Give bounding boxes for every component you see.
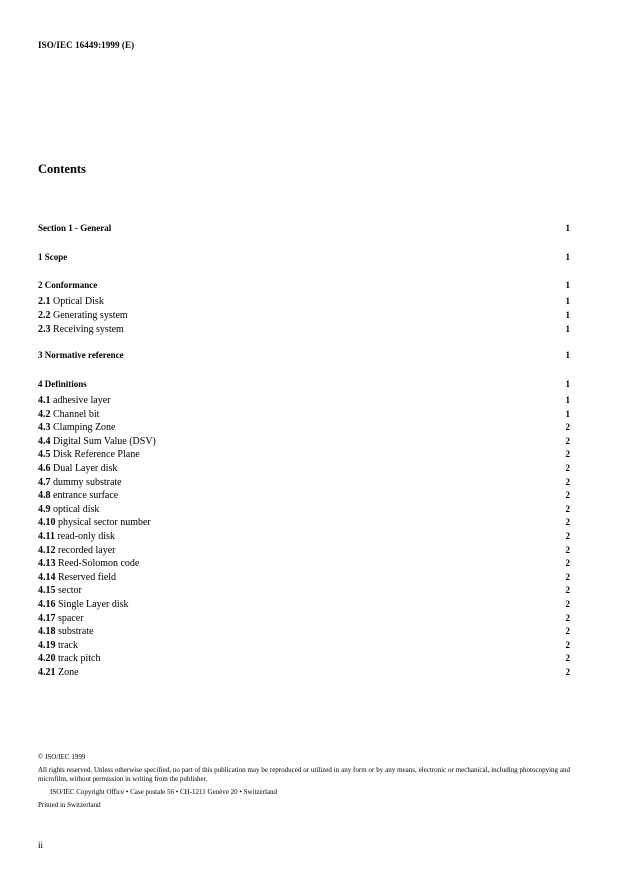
toc-heading-label: 3 Normative reference <box>38 350 124 360</box>
toc-entry-number: 4.12 <box>38 544 56 556</box>
toc-entry[interactable] <box>38 476 570 489</box>
toc-page-number: 2 <box>565 653 570 664</box>
toc-entry-text: adhesive layer <box>53 395 111 406</box>
toc-page-number: 2 <box>565 667 570 677</box>
toc-entry-number: 4.9 <box>38 503 51 515</box>
toc-page-number: 2 <box>565 639 570 650</box>
toc-entry[interactable] <box>38 421 570 434</box>
toc-entry-text: Generating system <box>53 310 128 321</box>
toc-entry-text: dummy substrate <box>53 476 122 488</box>
toc-entry-number: 4.5 <box>38 449 51 461</box>
toc-entry-text: track pitch <box>58 653 101 665</box>
toc-entry[interactable] <box>38 666 570 679</box>
toc-entry[interactable] <box>38 612 570 625</box>
toc-entry[interactable] <box>38 544 570 557</box>
printed-in: Printed in Switzerland <box>38 801 101 809</box>
toc-entry-text: entrance surface <box>53 490 119 502</box>
toc-page-number: 2 <box>565 463 570 473</box>
toc-page-number: 2 <box>565 449 570 460</box>
toc-entry-number: 4.19 <box>38 639 56 651</box>
copyright-office: ISO/IEC Copyright Office • Case postale 56 • CH-1211 Genève 20 • Switzerland <box>50 788 278 796</box>
toc-entry-number: 4.7 <box>38 476 51 488</box>
toc-entry[interactable] <box>38 323 570 336</box>
toc-page-number: 2 <box>565 517 570 528</box>
toc-heading-label: 1 Scope <box>38 252 68 262</box>
toc-entry-number: 2.3 <box>38 324 51 335</box>
toc-entry[interactable] <box>38 557 570 570</box>
toc-entry[interactable] <box>38 408 570 421</box>
toc-entry-number: 4.2 <box>38 408 51 420</box>
toc-page-number: 1 <box>565 350 570 360</box>
toc-entry-text: read-only disk <box>57 531 115 542</box>
toc-entry-number: 4.8 <box>38 490 51 502</box>
toc-entry-number: 4.15 <box>38 585 56 597</box>
toc-entry-text: Reserved field <box>58 571 117 583</box>
toc-page-number: 2 <box>565 544 570 555</box>
toc-entry-number: 4.18 <box>38 626 56 638</box>
toc-page-number: 2 <box>565 476 570 487</box>
contents-title: Contents <box>38 162 86 176</box>
toc-page-number: 2 <box>565 422 570 433</box>
toc-page-number: 1 <box>565 296 570 306</box>
toc-entry[interactable] <box>38 435 570 448</box>
toc-entry[interactable] <box>38 462 570 475</box>
toc-page-number: 2 <box>565 585 570 596</box>
toc-heading-definitions[interactable] <box>38 378 570 391</box>
toc-entry-number: 4.6 <box>38 463 51 474</box>
toc-page-number: 1 <box>565 379 570 389</box>
toc-page-number: 1 <box>565 280 570 290</box>
toc-entry-text: Reed-Solomon code <box>58 558 140 570</box>
toc-heading-scope[interactable] <box>38 251 570 264</box>
toc-entry-text: Disk Reference Plane <box>53 449 140 461</box>
toc-page-number: 2 <box>565 503 570 514</box>
toc-entry[interactable] <box>38 584 570 597</box>
toc-entry-number: 4.13 <box>38 558 56 570</box>
toc-page-number: 2 <box>565 626 570 637</box>
toc-page-number: 2 <box>565 490 570 501</box>
toc-entry[interactable] <box>38 625 570 638</box>
toc-entry-number: 4.11 <box>38 531 55 542</box>
toc-entry-number: 4.14 <box>38 571 56 583</box>
toc-entry[interactable] <box>38 489 570 502</box>
document-id: ISO/IEC 16449:1999 (E) <box>38 40 135 50</box>
toc-entry[interactable] <box>38 503 570 516</box>
toc-heading-normative-reference[interactable] <box>38 349 570 362</box>
toc-entry-number: 4.1 <box>38 395 51 406</box>
toc-entry[interactable] <box>38 394 570 407</box>
toc-entry-text: Optical Disk <box>53 296 104 307</box>
toc-entry-text: Clamping Zone <box>53 422 116 434</box>
toc-entry-text: sector <box>58 585 82 597</box>
toc-entry-text: Single Layer disk <box>58 599 129 610</box>
toc-page-number: 1 <box>565 252 570 262</box>
toc-page-number: 1 <box>565 408 570 419</box>
toc-page-number: 2 <box>565 599 570 609</box>
toc-entry[interactable] <box>38 598 570 611</box>
toc-entry-number: 4.3 <box>38 422 51 434</box>
toc-entry-number: 2.2 <box>38 310 51 321</box>
toc-entry[interactable] <box>38 309 570 322</box>
toc-entry-text: spacer <box>58 612 84 624</box>
toc-page-number: 2 <box>565 531 570 541</box>
toc-page-number: 1 <box>565 395 570 405</box>
toc-page-number: 1 <box>565 310 570 320</box>
toc-heading-section-1[interactable] <box>38 222 570 235</box>
toc-heading-conformance[interactable] <box>38 279 570 292</box>
copyright-notice: © ISO/IEC 1999 <box>38 753 86 761</box>
toc-entry[interactable] <box>38 639 570 652</box>
toc-heading-label: 4 Definitions <box>38 379 87 389</box>
toc-entry[interactable] <box>38 530 570 543</box>
toc-entry-number: 4.16 <box>38 599 56 610</box>
toc-page-number: 2 <box>565 571 570 582</box>
toc-entry-text: Receiving system <box>53 324 124 335</box>
toc-entry[interactable] <box>38 295 570 308</box>
toc-entry[interactable] <box>38 516 570 529</box>
toc-entry-text: Dual Layer disk <box>53 463 118 474</box>
toc-page-number: 2 <box>565 612 570 623</box>
toc-entry-number: 4.20 <box>38 653 56 665</box>
rights-statement: All rights reserved. Unless otherwise specified, no part of this publication may be reproduced or utilized in any form or by any means, electronic or mechanical, including photocopying and microfilm, without permission in writing from the publisher. <box>38 766 570 783</box>
toc-entry-text: Zone <box>58 667 79 678</box>
toc-entry-text: track <box>58 639 78 651</box>
toc-entry-text: physical sector number <box>58 517 151 529</box>
toc-page-number: 2 <box>565 558 570 569</box>
toc-entry[interactable] <box>38 571 570 584</box>
toc-entry[interactable] <box>38 448 570 461</box>
toc-entry-text: Channel bit <box>53 408 100 420</box>
toc-page-number: 2 <box>565 435 570 446</box>
toc-entry-number: 4.10 <box>38 517 56 529</box>
toc-entry-number: 2.1 <box>38 296 51 307</box>
toc-page-number: 1 <box>565 223 570 233</box>
toc-entry-number: 4.17 <box>38 612 56 624</box>
toc-entry-text: substrate <box>58 626 94 638</box>
toc-entry-text: recorded layer <box>58 544 116 556</box>
toc-entry-text: optical disk <box>53 503 100 515</box>
page-number: ii <box>38 840 44 850</box>
toc-entry-number: 4.4 <box>38 435 51 447</box>
toc-heading-label: Section 1 - General <box>38 223 112 233</box>
toc-entry-number: 4.21 <box>38 667 56 678</box>
toc-entry-text: Digital Sum Value (DSV) <box>53 435 156 447</box>
toc-entry[interactable] <box>38 652 570 665</box>
toc-page-number: 1 <box>565 324 570 334</box>
toc-heading-label: 2 Conformance <box>38 280 98 290</box>
